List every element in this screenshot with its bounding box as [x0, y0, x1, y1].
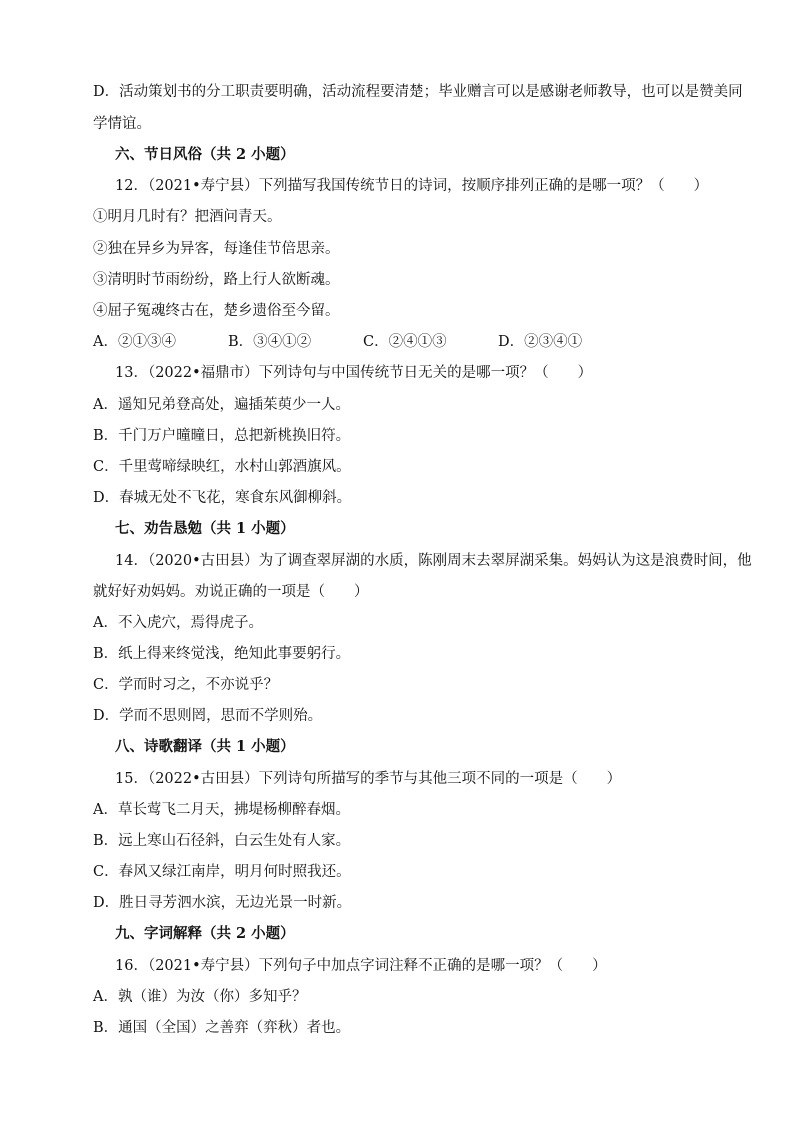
q12-options [93, 332, 734, 352]
q15-option-d: D．胜日寻芳泗水滨，无边光景一时新。 [93, 895, 352, 911]
question-14-stem-line2: 就好好劝妈妈。劝说正确的一项是（ ） [93, 584, 369, 600]
q13-option-b: B．千门万户曈曈日，总把新桃换旧符。 [93, 428, 351, 444]
q13-option-c: C．千里莺啼绿映红，水村山郭酒旗风。 [93, 459, 351, 475]
q12-option-d: D．②③④① [498, 334, 583, 350]
q12-item-3: ③清明时节雨纷纷，路上行人欲断魂。 [93, 272, 340, 288]
q13-option-d: D．春城无处不飞花，寒食东风御柳斜。 [93, 490, 352, 506]
q12-item-2: ②独在异乡为异客，每逢佳节倍思亲。 [93, 241, 340, 257]
q12-item-1: ①明月几时有？把酒问青天。 [93, 209, 282, 225]
question-14-stem-line1: 14．（2020•古田县）为了调查翠屏湖的水质，陈刚周末去翠屏湖采集。妈妈认为这是浪费时间，他 [115, 553, 752, 569]
section-heading-7: 七、劝告恳勉（共 1 小题） [115, 520, 295, 537]
q15-option-a: A．草长莺飞二月天，拂堤杨柳醉春烟。 [93, 802, 350, 818]
q12-option-a: A．②①③④ [93, 334, 176, 350]
section-heading-8: 八、诗歌翻译（共 1 小题） [115, 738, 295, 755]
question-16-stem: 16．（2021•寿宁县）下列句子中加点字词注释不正确的是哪一项？（ ） [115, 958, 607, 974]
q14-option-c: C．学而时习之，不亦说乎？ [93, 677, 279, 693]
q13-option-a: A．遥知兄弟登高处，遍插茱萸少一人。 [93, 397, 350, 413]
question-12-stem: 12．（2021•寿宁县）下列描写我国传统节日的诗词，按顺序排列正确的是哪一项？（ ） [115, 178, 709, 194]
question-15-stem: 15．（2022•古田县）下列诗句所描写的季节与其他三项不同的一项是（ ） [115, 771, 622, 787]
q14-option-d: D．学而不思则罔，思而不学则殆。 [93, 708, 323, 724]
q14-option-b: B．纸上得来终觉浅，绝知此事要躬行。 [93, 646, 351, 662]
q15-option-b: B．远上寒山石径斜，白云生处有人家。 [93, 833, 351, 849]
question-13-stem: 13．（2022•福鼎市）下列诗句与中国传统节日无关的是哪一项？（ ） [115, 365, 593, 381]
q14-option-a: A．不入虎穴，焉得虎子。 [93, 615, 263, 631]
q16-option-a: A．孰（谁）为汝（你）多知乎？ [93, 989, 307, 1005]
q12-option-c: C．②④①③ [363, 334, 447, 350]
option-d-line1: D．活动策划书的分工职责要明确，活动流程要清楚；毕业赠言可以是感谢老师教导，也可以是赞美同 [93, 84, 743, 100]
section-heading-9: 九、字词解释（共 2 小题） [115, 925, 295, 942]
q16-option-b: B．通国（全国）之善弈（弈秋）者也。 [93, 1020, 351, 1036]
option-d-line2: 学情谊。 [93, 116, 151, 132]
q12-item-4: ④屈子冤魂终古在，楚乡遗俗至今留。 [93, 303, 340, 319]
q15-option-c: C．春风又绿江南岸，明月何时照我还。 [93, 864, 351, 880]
q12-option-b: B．③④①② [228, 334, 312, 350]
section-heading-6: 六、节日风俗（共 2 小题） [115, 146, 295, 163]
